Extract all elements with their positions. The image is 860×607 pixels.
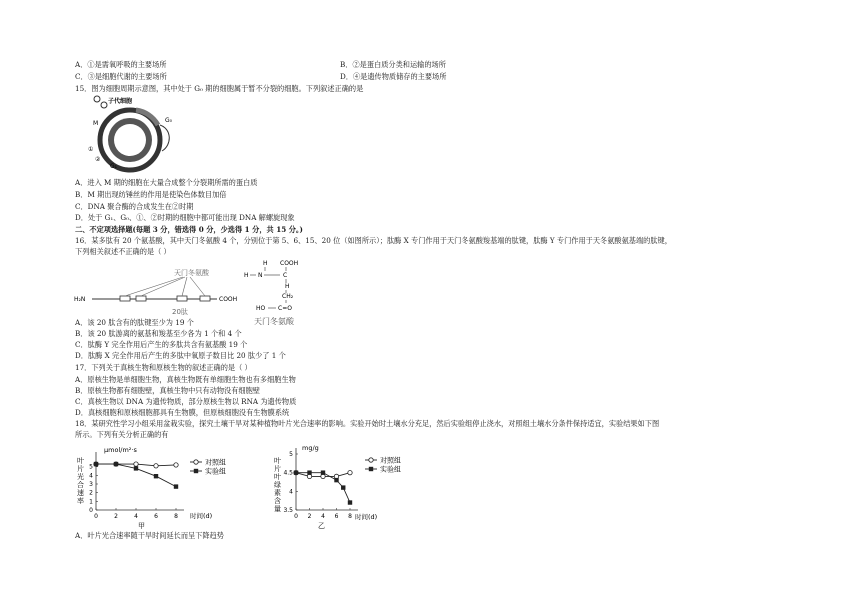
figure-label-g1: G₁ [110, 163, 118, 170]
data-point-experiment [334, 478, 338, 482]
q17-stem: 17．下列关于真核生物和原核生物的叙述正确的是（ ） [75, 363, 252, 372]
option-c-top: C．③是细胞代谢的主要场所 [75, 72, 167, 81]
x-tick-label: 0 [294, 513, 298, 520]
x-tick-label: 8 [174, 513, 178, 520]
y-tick-label: 1 [89, 498, 93, 506]
asp-structure [244, 260, 298, 312]
option-d-top: D．④是遗传物质储存的主要场所 [340, 72, 447, 81]
data-point-control [134, 462, 138, 466]
data-point-experiment [307, 470, 311, 474]
asp-residue-20 [200, 296, 210, 301]
q16-stem-line1: 16．某多肽有 20 个氨基酸，其中天门冬氨酸 4 个，分别位于第 5、6、15、20 位（如图所示）；肽酶 X 专门作用于天门冬氨酸羧基端的肽键，肽酶 Y 专门作用于天冬氨酸氨基端的肽键， [75, 236, 672, 245]
cycle-center [114, 124, 146, 156]
data-point-control [174, 463, 178, 467]
chart-chlorophyll-content [270, 440, 440, 530]
y-tick-label: 5 [289, 451, 293, 458]
x-tick-label: 4 [321, 513, 325, 520]
svg-text:COOH: COOH [280, 260, 299, 267]
x-tick-label: 0 [94, 513, 98, 520]
asp-label: 天门冬氨酸 [174, 269, 209, 277]
y-tick-label: 4.5 [283, 469, 293, 477]
q15-option-b: B．M 期出现纺锤丝的作用是使染色体数目加倍 [75, 190, 227, 199]
yi-yunit: mg/g [302, 444, 319, 452]
svg-text:H: H [244, 272, 249, 279]
q18-option-a: A．叶片光合速率随干旱时间延长而呈下降趋势 [75, 531, 224, 540]
x-tick-label: 4 [134, 513, 138, 520]
pointer-20 [190, 277, 205, 296]
svg-text:H: H [263, 260, 268, 267]
svg-text:HO: HO [256, 305, 266, 312]
x-tick-label: 8 [348, 513, 352, 520]
q18-stem-line2: 所示。下列有关分析正确的有 [75, 430, 169, 439]
cell-cycle-figure [80, 95, 190, 175]
svg-text:CH₂: CH₂ [282, 293, 294, 300]
y-tick-label: 3.5 [283, 507, 293, 514]
c-terminus: COOH [219, 296, 238, 303]
x-tick-label: 6 [334, 513, 339, 520]
q16-stem-line2: 下列相关叙述不正确的是（ ） [75, 247, 171, 256]
svg-text:C=O: C=O [278, 305, 292, 312]
legend-label-1: 实验组 [380, 465, 401, 474]
jia-xlabel: 时间(d) [190, 512, 213, 520]
peptide-figure [72, 258, 317, 318]
y-tick-label: 0 [89, 507, 93, 514]
asp-structure-caption: 天门冬氨酸 [254, 317, 294, 326]
q15-option-d: D．处于 G₁、G₀、①、②时期的细胞中都可能出现 DNA 解螺旋现象 [75, 213, 295, 222]
daughter-cell-1 [94, 96, 100, 102]
n-terminus: H₂N [74, 296, 86, 303]
pointer-6 [141, 277, 185, 296]
asp-residue-5 [120, 296, 130, 301]
figure-label-2: ② [95, 156, 101, 163]
legend-label-1: 实验组 [205, 467, 226, 476]
figure-label-g0: G₀ [165, 117, 173, 124]
data-point-experiment [348, 500, 352, 504]
legend-label-0: 对照组 [205, 458, 226, 467]
data-point-control [348, 470, 352, 474]
figure-label-m: M [93, 120, 99, 127]
figure-label-new-cell: 子代细胞 [108, 98, 133, 105]
q16-option-d: D．肽酶 X 完全作用后产生的多肽中氧原子数目比 20 肽少了 1 个 [75, 351, 286, 360]
x-tick-label: 2 [114, 513, 118, 520]
q15-option-a: A．进入 M 期的细胞在大量合成整个分裂期所需的蛋白质 [75, 178, 258, 187]
q18-stem-line1: 18．某研究性学习小组采用盆栽实验，探究土壤干旱对某种植物叶片光合速率的影响。实验开始时土壤水分充足，然后实验组停止浇水，对照组土壤水分条件保持适宜，实验结果如下图 [75, 419, 660, 428]
daughter-cell-2 [101, 102, 107, 108]
data-point-experiment [321, 470, 325, 474]
y-tick-label: 2 [89, 489, 93, 497]
data-point-experiment [134, 466, 138, 470]
section-2-heading: 二、不定项选择题(每题 3 分，错选得 0 分，少选得 1 分，共 15 分。) [75, 225, 303, 234]
q16-option-b: B．该 20 肽游离的氨基和羧基至少各为 1 个和 4 个 [75, 329, 242, 338]
jia-yunit: μmol/m²·s [104, 446, 137, 454]
q15-option-c: C．DNA 聚合酶的合成发生在②时期 [75, 202, 194, 211]
jia-title: 甲 [138, 522, 145, 530]
q17-option-d: D．真核细胞和原核细胞都具有生物膜，但原核细胞没有生物膜系统 [75, 408, 290, 417]
asp-residue-15 [177, 296, 187, 301]
legend-marker-control [194, 460, 198, 464]
option-a-top: A．①是需氧呼吸的主要场所 [75, 60, 167, 69]
y-tick-label: 4 [89, 472, 93, 480]
svg-text:N: N [258, 272, 263, 279]
q16-option-c: C．肽酶 Y 完全作用后产生的多肽共含有氨基酸 19 个 [75, 340, 248, 349]
q16-option-a: A．该 20 肽含有的肽键至少为 19 个 [75, 318, 194, 327]
data-point-experiment [94, 462, 98, 466]
legend-marker-experiment [194, 469, 198, 473]
asp-residue-6 [136, 296, 146, 301]
data-point-experiment [294, 470, 298, 474]
data-point-experiment [114, 462, 118, 466]
peptide-length-label: 20肽 [172, 308, 188, 316]
yi-title: 乙 [318, 522, 325, 530]
option-b-top: B．②是蛋白质分类和运输的场所 [340, 60, 446, 69]
y-tick-label: 5 [89, 463, 93, 471]
data-point-experiment [154, 474, 158, 478]
x-tick-label: 2 [307, 513, 312, 520]
chart-photosynthesis-rate [72, 440, 272, 530]
q17-option-a: A．原核生物是单细胞生物，真核生物既有单细胞生物也有多细胞生物 [75, 375, 296, 384]
yi-xlabel: 时间(d) [355, 513, 378, 521]
q17-option-b: B．原核生物都有细胞壁，真核生物中只有动物没有细胞壁 [75, 386, 260, 395]
svg-text:C: C [283, 272, 288, 279]
pointer-15 [182, 277, 187, 296]
q17-option-c: C．真核生物以 DNA 为遗传物质，部分原核生物以 RNA 为遗传物质 [75, 397, 297, 406]
x-tick-label: 6 [154, 513, 158, 520]
svg-text:H: H [285, 283, 290, 290]
y-tick-label: 4 [289, 488, 293, 496]
q15-stem: 15．图为细胞周期示意图，其中处于 G₀ 期的细胞属于暂不分裂的细胞。下列叙述正确的是 [75, 84, 364, 93]
pointer-5 [125, 277, 183, 296]
data-point-experiment [341, 485, 345, 489]
legend-marker-control [369, 458, 373, 462]
data-point-control [154, 464, 158, 468]
jia-ylabel: 叶片光合速率 [77, 457, 84, 505]
legend-label-0: 对照组 [380, 456, 401, 465]
y-tick-label: 3 [89, 481, 93, 488]
figure-label-1: ① [88, 146, 94, 153]
data-point-experiment [174, 484, 178, 488]
legend-marker-experiment [369, 467, 373, 471]
yi-ylabel: 叶片叶绿素含量 [274, 457, 281, 513]
